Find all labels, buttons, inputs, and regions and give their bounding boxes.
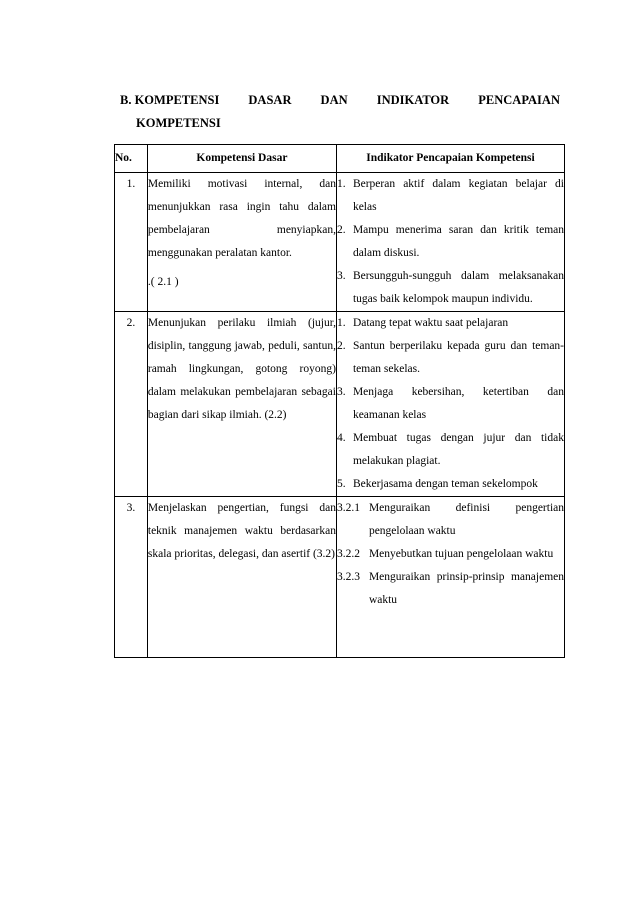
heading-word-1: B. KOMPETENSI: [120, 92, 220, 107]
indikator-cell: [336, 173, 564, 312]
list-item: [337, 566, 564, 612]
list-item: [337, 335, 564, 381]
competency-table: [114, 144, 565, 658]
list-item: [337, 543, 564, 566]
row-number: 1.: [115, 173, 148, 312]
table-row: [115, 312, 565, 497]
item-number: 3.: [336, 386, 346, 398]
kompetensi-dasar-cell: [147, 173, 336, 312]
item-text: Menjaga kebersihan, ketertiban dan keamanan kelas: [352, 386, 564, 421]
table-row: [115, 497, 565, 658]
row-number: 3.: [115, 497, 148, 658]
heading-word-5: PENCAPAIAN: [478, 92, 560, 107]
header-no: No.: [115, 145, 148, 173]
header-kompetensi-dasar: Kompetensi Dasar: [147, 145, 336, 173]
item-number: 3.2.1: [336, 502, 360, 514]
item-text: Menguraikan prinsip-prinsip manajemen waktu: [368, 571, 564, 606]
item-number: 1.: [336, 178, 346, 190]
list-item: [337, 312, 564, 335]
item-text: Datang tepat waktu saat pelajaran: [352, 317, 509, 329]
kompetensi-dasar-ref: .( 2.1 ): [147, 276, 179, 288]
item-number: 4.: [336, 432, 346, 444]
item-text: Santun berperilaku kepada guru dan teman-teman sekelas.: [352, 340, 564, 375]
item-text: Membuat tugas dengan jujur dan tidak melakukan plagiat.: [352, 432, 564, 467]
item-text: Bekerjasama dengan teman sekelompok: [352, 478, 538, 490]
heading-word-2: DASAR: [248, 92, 292, 107]
indikator-cell: [336, 312, 564, 497]
item-text: Menyebutkan tujuan pengelolaan waktu: [368, 548, 554, 560]
indikator-list: [337, 173, 564, 311]
item-number: 2.: [336, 340, 346, 352]
kompetensi-dasar-text: Memiliki motivasi internal, dan menunjukkan rasa ingin tahu dalam pembelajaran menyiapkan, menggunakan peralatan kantor.: [147, 178, 336, 259]
heading-word-4: INDIKATOR: [376, 92, 450, 107]
item-text: Mampu menerima saran dan kritik teman dalam diskusi.: [352, 224, 564, 259]
item-number: 3.2.3: [336, 571, 360, 583]
list-item: [337, 381, 564, 427]
kompetensi-dasar-cell: [147, 497, 336, 658]
section-heading: [120, 88, 560, 134]
list-item: [337, 427, 564, 473]
list-item: [337, 173, 564, 219]
kompetensi-dasar-cell: [147, 312, 336, 497]
item-text: Bersungguh-sungguh dalam melaksanakan tugas baik kelompok maupun individu.: [352, 270, 564, 305]
item-number: 2.: [336, 224, 346, 236]
table-header-row: [115, 145, 565, 173]
kompetensi-dasar-text: Menunjukan perilaku ilmiah (jujur, disiplin, tanggung jawab, peduli, santun, ramah lingkungan, gotong royong) dalam melakukan pembelajaran sebagai bagian dari sikap ilmiah. (2.2): [147, 317, 336, 421]
section-heading-line-1: [120, 88, 560, 112]
header-indikator: Indikator Pencapaian Kompetensi: [336, 145, 564, 173]
item-number: 3.2.2: [336, 548, 360, 560]
item-text: Berperan aktif dalam kegiatan belajar di kelas: [352, 178, 564, 213]
indikator-list: [337, 312, 564, 496]
item-number: 1.: [336, 317, 346, 329]
section-heading-line-2: KOMPETENSI: [136, 115, 221, 130]
item-number: 5.: [336, 478, 346, 490]
table-row: [115, 173, 565, 312]
list-item: [337, 219, 564, 265]
list-item: [337, 265, 564, 311]
item-text: Menguraikan definisi pengertian pengelolaan waktu: [368, 502, 564, 537]
indikator-list: [337, 497, 564, 612]
list-item: [337, 497, 564, 543]
item-number: 3.: [336, 270, 346, 282]
list-item: [337, 473, 564, 496]
row-number: 2.: [115, 312, 148, 497]
indikator-cell: [336, 497, 564, 658]
heading-word-3: DAN: [320, 92, 348, 107]
kompetensi-dasar-text: Menjelaskan pengertian, fungsi dan teknik manajemen waktu berdasarkan skala prioritas, delegasi, dan asertif (3.2): [147, 502, 336, 560]
